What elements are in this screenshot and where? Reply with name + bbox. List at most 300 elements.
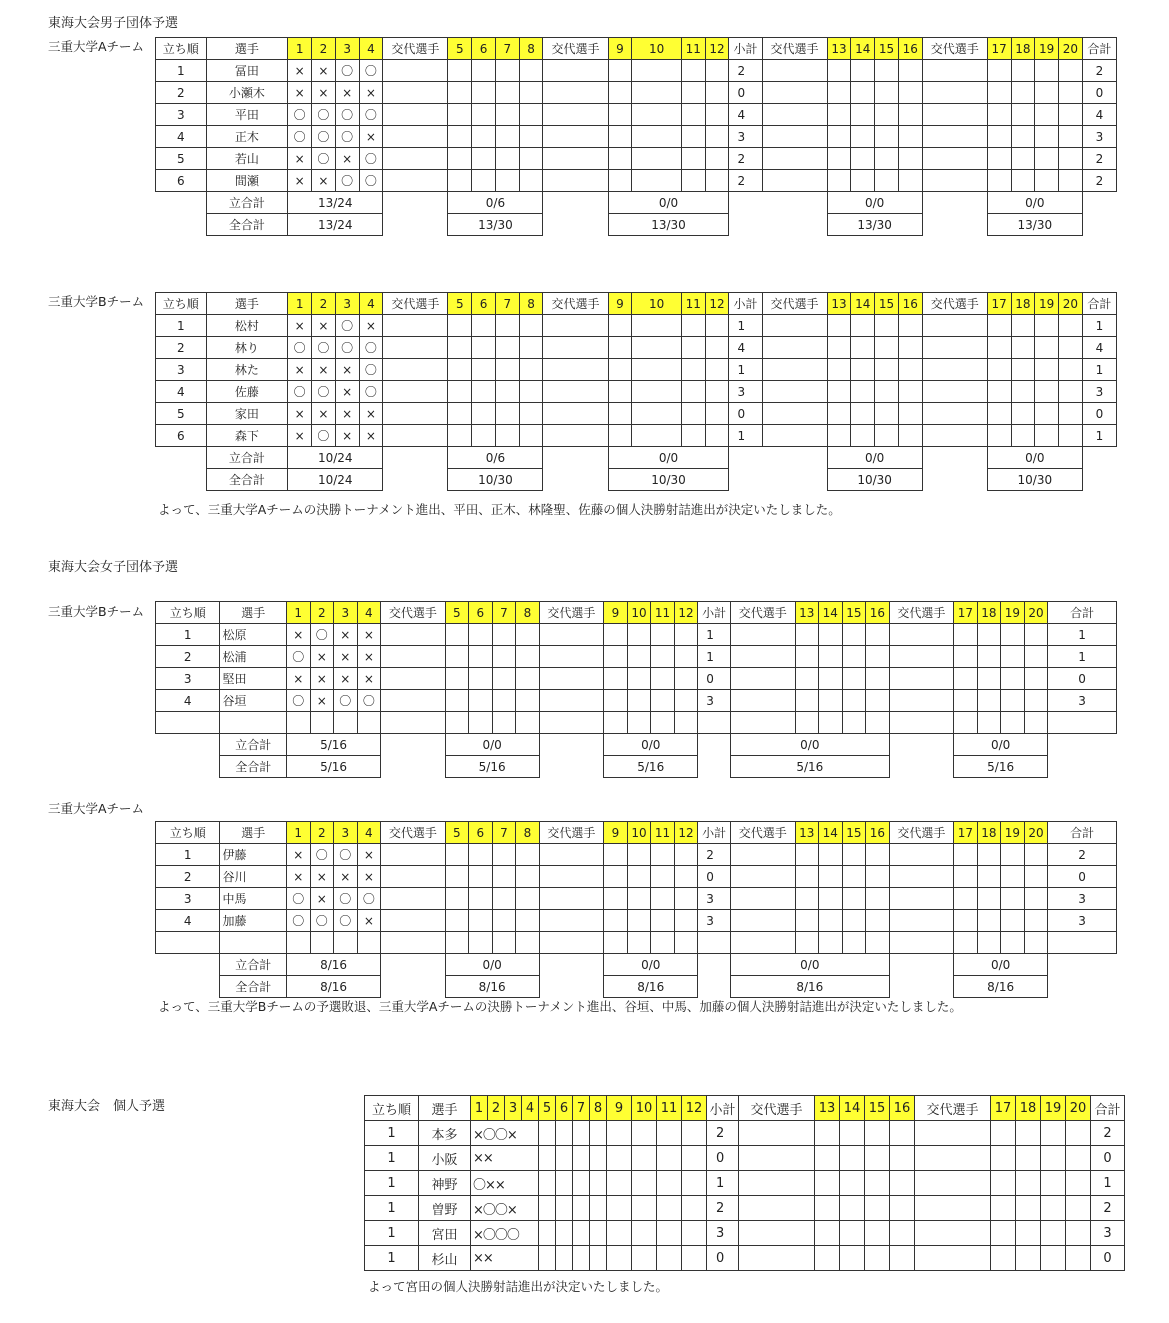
score-cell <box>472 315 496 337</box>
score-cell <box>1041 1246 1066 1271</box>
score-cell <box>607 1146 632 1171</box>
header-cell: 合計 <box>1082 293 1116 315</box>
score-cell <box>815 1121 840 1146</box>
score-cell <box>977 690 1001 712</box>
hit-mark: 〇 <box>334 910 358 932</box>
score-cell <box>448 60 472 82</box>
score-cell <box>383 60 448 82</box>
player-name: 伊藤 <box>220 844 287 866</box>
score-cell <box>1059 104 1083 126</box>
score-cell <box>651 866 675 888</box>
subtotal-cell: 1 <box>729 359 762 381</box>
header-cell: 交代選手 <box>889 602 953 624</box>
women-team-b-name: 三重大学Bチーム <box>48 604 145 619</box>
score-cell <box>681 403 705 425</box>
women-team-a-table <box>155 821 1117 998</box>
header-cell: 17 <box>987 293 1011 315</box>
hit-mark: 〇 <box>357 888 381 910</box>
blank-cell <box>1048 954 1117 976</box>
score-cell <box>866 888 890 910</box>
score-cell <box>543 381 608 403</box>
header-cell: 交代選手 <box>543 293 608 315</box>
header-cell: 15 <box>842 822 866 844</box>
hit-mark: × <box>310 888 334 910</box>
header-cell: 17 <box>987 38 1011 60</box>
stand-total-value: 0/0 <box>827 447 922 469</box>
score-cell <box>1011 148 1035 170</box>
score-cell <box>543 403 608 425</box>
score-cell <box>851 403 875 425</box>
hit-mark: × <box>288 403 312 425</box>
score-cell <box>987 315 1011 337</box>
table-row <box>156 624 1117 646</box>
score-cell <box>220 712 287 734</box>
score-cell <box>819 646 843 668</box>
hit-mark: × <box>359 82 383 104</box>
header-cell: 選手 <box>206 38 288 60</box>
score-cell <box>286 932 310 954</box>
hit-mark: × <box>357 844 381 866</box>
score-cell <box>875 60 899 82</box>
score-cell <box>674 910 698 932</box>
overall-total-row <box>156 214 1117 236</box>
order-cell: 3 <box>156 104 207 126</box>
score-cell <box>334 712 358 734</box>
total-cell: 1 <box>1048 624 1117 646</box>
total-cell: 0 <box>1048 866 1117 888</box>
score-cell <box>651 888 675 910</box>
score-cell <box>539 624 603 646</box>
overall-total-value: 10/24 <box>288 469 383 491</box>
order-cell: 1 <box>365 1196 419 1221</box>
player-name: 間瀬 <box>206 170 288 192</box>
header-cell: 8 <box>519 293 543 315</box>
score-cell <box>632 337 682 359</box>
score-cell <box>705 425 729 447</box>
score-cell <box>1024 712 1048 734</box>
score-cell <box>539 888 603 910</box>
header-cell: 10 <box>627 602 651 624</box>
header-cell: 交代選手 <box>922 38 987 60</box>
header-cell: 交代選手 <box>383 38 448 60</box>
order-cell: 2 <box>156 866 220 888</box>
overall-total-value: 8/16 <box>731 976 890 998</box>
score-cell <box>762 148 827 170</box>
score-cell <box>543 337 608 359</box>
score-cell <box>819 624 843 646</box>
overall-total-value: 8/16 <box>954 976 1048 998</box>
score-cell <box>1041 1121 1066 1146</box>
score-cell <box>915 1121 991 1146</box>
score-cell <box>1011 315 1035 337</box>
score-cell <box>590 1171 607 1196</box>
blank-cell <box>889 976 953 998</box>
table-row <box>156 690 1117 712</box>
score-cell <box>539 844 603 866</box>
score-cell <box>1001 932 1025 954</box>
score-cell <box>469 866 493 888</box>
score-cell <box>922 104 987 126</box>
header-cell: 小計 <box>698 822 731 844</box>
score-cell <box>627 866 651 888</box>
score-cell <box>381 646 445 668</box>
score-cell <box>381 932 445 954</box>
hit-marks: ×〇〇× <box>471 1121 539 1146</box>
score-cell <box>495 170 519 192</box>
blank-cell <box>1048 756 1117 778</box>
hit-mark: × <box>286 624 310 646</box>
order-cell: 2 <box>156 82 207 104</box>
score-cell <box>795 888 819 910</box>
score-cell <box>977 844 1001 866</box>
score-cell <box>543 170 608 192</box>
score-cell <box>472 104 496 126</box>
score-cell <box>1059 82 1083 104</box>
score-cell <box>519 359 543 381</box>
score-cell <box>681 315 705 337</box>
score-cell <box>922 381 987 403</box>
score-cell <box>922 170 987 192</box>
header-cell: 17 <box>991 1096 1016 1121</box>
subtotal-cell: 4 <box>729 104 762 126</box>
score-cell <box>651 844 675 866</box>
subtotal-cell: 3 <box>729 126 762 148</box>
hit-mark: × <box>312 170 336 192</box>
hit-mark: 〇 <box>286 888 310 910</box>
hit-mark: × <box>334 866 358 888</box>
header-cell: 交代選手 <box>731 822 795 844</box>
header-cell: 7 <box>492 822 516 844</box>
stand-total-value: 0/6 <box>448 192 543 214</box>
score-cell <box>1041 1171 1066 1196</box>
header-cell: 選手 <box>220 602 287 624</box>
hit-mark: 〇 <box>335 126 359 148</box>
total-cell: 2 <box>1091 1121 1125 1146</box>
score-cell <box>827 126 851 148</box>
score-cell <box>604 712 628 734</box>
score-cell <box>954 932 978 954</box>
score-cell <box>543 82 608 104</box>
score-cell <box>1011 425 1035 447</box>
score-cell <box>573 1196 590 1221</box>
hit-mark: × <box>334 624 358 646</box>
score-cell <box>815 1221 840 1246</box>
header-cell: 9 <box>604 822 628 844</box>
player-name: 松原 <box>220 624 287 646</box>
score-cell <box>762 337 827 359</box>
header-cell: 9 <box>607 1096 632 1121</box>
stand-total-value: 0/0 <box>954 734 1048 756</box>
score-cell <box>590 1196 607 1221</box>
header-cell: 立ち順 <box>156 822 220 844</box>
table-row <box>156 381 1117 403</box>
score-cell <box>632 1171 657 1196</box>
header-cell: 選手 <box>419 1096 471 1121</box>
score-cell <box>608 60 632 82</box>
score-cell <box>682 1196 707 1221</box>
score-cell <box>1011 126 1035 148</box>
score-cell <box>705 60 729 82</box>
score-cell <box>539 910 603 932</box>
score-cell <box>381 668 445 690</box>
score-cell <box>519 148 543 170</box>
score-cell <box>705 359 729 381</box>
score-cell <box>310 932 334 954</box>
score-cell <box>815 1171 840 1196</box>
total-cell: 3 <box>1048 910 1117 932</box>
score-cell <box>632 170 682 192</box>
score-cell <box>608 381 632 403</box>
header-cell: 12 <box>682 1096 707 1121</box>
header-cell: 立ち順 <box>156 38 207 60</box>
score-cell <box>539 932 603 954</box>
table-row <box>365 1196 1125 1221</box>
score-cell <box>898 359 922 381</box>
header-cell: 5 <box>445 822 469 844</box>
score-cell <box>739 1246 815 1271</box>
blank-cell <box>383 469 448 491</box>
score-cell <box>334 932 358 954</box>
score-cell <box>987 381 1011 403</box>
score-cell <box>573 1171 590 1196</box>
score-cell <box>795 690 819 712</box>
score-cell <box>827 359 851 381</box>
individual-section-title: 東海大会 個人予選 <box>48 1099 166 1114</box>
score-cell <box>731 624 795 646</box>
player-name: 佐藤 <box>206 381 288 403</box>
header-cell: 15 <box>875 38 899 60</box>
total-cell: 4 <box>1082 104 1116 126</box>
score-cell <box>383 148 448 170</box>
hit-mark: × <box>335 403 359 425</box>
header-cell: 7 <box>492 602 516 624</box>
blank-cell <box>1082 469 1116 491</box>
hit-mark: × <box>312 315 336 337</box>
score-cell <box>890 1221 915 1246</box>
score-cell <box>674 932 698 954</box>
score-cell <box>657 1221 682 1246</box>
score-cell <box>674 646 698 668</box>
score-cell <box>519 82 543 104</box>
score-cell <box>383 315 448 337</box>
table-row <box>156 359 1117 381</box>
score-cell <box>357 712 381 734</box>
score-cell <box>842 690 866 712</box>
score-cell <box>875 148 899 170</box>
hit-mark: × <box>312 60 336 82</box>
score-cell <box>889 646 953 668</box>
header-cell: 14 <box>840 1096 865 1121</box>
order-cell: 1 <box>365 1171 419 1196</box>
score-cell <box>543 126 608 148</box>
blank-cell <box>1082 192 1116 214</box>
order-cell: 1 <box>365 1221 419 1246</box>
score-cell <box>495 60 519 82</box>
blank-cell <box>1082 214 1116 236</box>
score-cell <box>627 624 651 646</box>
score-cell <box>674 690 698 712</box>
header-cell: 15 <box>865 1096 890 1121</box>
score-cell <box>1001 844 1025 866</box>
player-name: 宮田 <box>419 1221 471 1246</box>
subtotal-cell: 3 <box>698 690 731 712</box>
table-row <box>156 866 1117 888</box>
score-cell <box>987 82 1011 104</box>
overall-total-label: 全合計 <box>206 214 288 236</box>
header-cell: 13 <box>815 1096 840 1121</box>
score-cell <box>573 1246 590 1271</box>
hit-marks: ×〇〇× <box>471 1196 539 1221</box>
blank-cell <box>539 954 603 976</box>
score-cell <box>1048 932 1117 954</box>
subtotal-cell: 1 <box>698 624 731 646</box>
overall-total-label: 全合計 <box>220 976 287 998</box>
score-cell <box>827 425 851 447</box>
score-cell <box>607 1196 632 1221</box>
score-cell <box>627 690 651 712</box>
score-cell <box>819 668 843 690</box>
score-cell <box>851 148 875 170</box>
header-cell: 20 <box>1059 38 1083 60</box>
score-cell <box>556 1121 573 1146</box>
score-cell <box>632 148 682 170</box>
score-cell <box>492 866 516 888</box>
score-cell <box>851 126 875 148</box>
score-cell <box>1024 932 1048 954</box>
score-cell <box>472 337 496 359</box>
score-cell <box>604 910 628 932</box>
header-cell: 1 <box>286 602 310 624</box>
blank-cell <box>698 954 731 976</box>
score-cell <box>448 82 472 104</box>
header-cell: 8 <box>519 38 543 60</box>
score-cell <box>445 888 469 910</box>
score-cell <box>739 1196 815 1221</box>
score-cell <box>516 712 540 734</box>
score-cell <box>448 359 472 381</box>
score-cell <box>681 337 705 359</box>
hit-mark: 〇 <box>335 170 359 192</box>
score-cell <box>681 82 705 104</box>
overall-total-value: 5/16 <box>604 756 698 778</box>
hit-marks: 〇×× <box>471 1171 539 1196</box>
score-cell <box>795 932 819 954</box>
header-cell: 14 <box>851 293 875 315</box>
score-cell <box>632 403 682 425</box>
score-cell <box>987 170 1011 192</box>
score-cell <box>705 104 729 126</box>
header-cell: 1 <box>288 293 312 315</box>
score-cell <box>865 1221 890 1246</box>
subtotal-cell: 0 <box>698 866 731 888</box>
score-cell <box>739 1121 815 1146</box>
score-cell <box>681 148 705 170</box>
score-cell <box>448 425 472 447</box>
header-cell: 立ち順 <box>156 293 207 315</box>
header-cell: 4 <box>357 602 381 624</box>
total-cell: 0 <box>1082 82 1116 104</box>
order-cell: 3 <box>156 888 220 910</box>
header-cell: 13 <box>827 38 851 60</box>
table-row <box>156 337 1117 359</box>
header-cell: 19 <box>1035 293 1059 315</box>
score-cell <box>627 932 651 954</box>
total-cell: 1 <box>1048 646 1117 668</box>
total-cell: 3 <box>1048 690 1117 712</box>
player-name: 堅田 <box>220 668 287 690</box>
score-cell <box>840 1246 865 1271</box>
score-cell <box>1011 381 1035 403</box>
overall-total-value: 5/16 <box>731 756 890 778</box>
score-cell <box>492 624 516 646</box>
score-cell <box>1041 1146 1066 1171</box>
score-cell <box>604 690 628 712</box>
score-cell <box>1035 104 1059 126</box>
score-cell <box>381 624 445 646</box>
header-cell: 11 <box>651 602 675 624</box>
score-cell <box>1066 1171 1091 1196</box>
score-cell <box>608 148 632 170</box>
score-cell <box>492 888 516 910</box>
hit-mark: 〇 <box>334 690 358 712</box>
score-cell <box>674 712 698 734</box>
hit-mark: × <box>359 425 383 447</box>
header-cell: 18 <box>1011 38 1035 60</box>
score-cell <box>954 844 978 866</box>
hit-mark: × <box>286 866 310 888</box>
header-cell: 7 <box>495 293 519 315</box>
blank-cell <box>698 756 731 778</box>
score-cell <box>543 359 608 381</box>
hit-mark: 〇 <box>359 381 383 403</box>
header-cell: 2 <box>310 602 334 624</box>
header-cell: 8 <box>590 1096 607 1121</box>
header-cell: 6 <box>556 1096 573 1121</box>
header-cell: 交代選手 <box>381 602 445 624</box>
score-cell <box>890 1121 915 1146</box>
score-cell <box>815 1246 840 1271</box>
score-cell <box>922 425 987 447</box>
score-cell <box>156 712 220 734</box>
score-cell <box>674 844 698 866</box>
score-cell <box>381 844 445 866</box>
score-cell <box>1001 712 1025 734</box>
score-cell <box>977 866 1001 888</box>
score-cell <box>889 866 953 888</box>
score-cell <box>608 337 632 359</box>
hit-marks: ×× <box>471 1246 539 1271</box>
score-cell <box>519 104 543 126</box>
order-cell: 3 <box>156 668 220 690</box>
score-cell <box>543 104 608 126</box>
individual-result-text: よって宮田の個人決勝射詰進出が決定いたしました。 <box>368 1279 669 1294</box>
score-cell <box>516 624 540 646</box>
score-cell <box>472 381 496 403</box>
stand-total-value: 0/0 <box>604 954 698 976</box>
subtotal-cell: 2 <box>698 844 731 866</box>
header-cell: 15 <box>875 293 899 315</box>
subtotal-cell: 1 <box>729 425 762 447</box>
header-cell: 11 <box>681 293 705 315</box>
player-name: 正木 <box>206 126 288 148</box>
score-cell <box>731 646 795 668</box>
score-cell <box>987 148 1011 170</box>
score-cell <box>977 888 1001 910</box>
hit-mark: × <box>334 646 358 668</box>
overall-total-value: 13/30 <box>448 214 543 236</box>
score-cell <box>827 403 851 425</box>
stand-total-label: 立合計 <box>206 447 288 469</box>
